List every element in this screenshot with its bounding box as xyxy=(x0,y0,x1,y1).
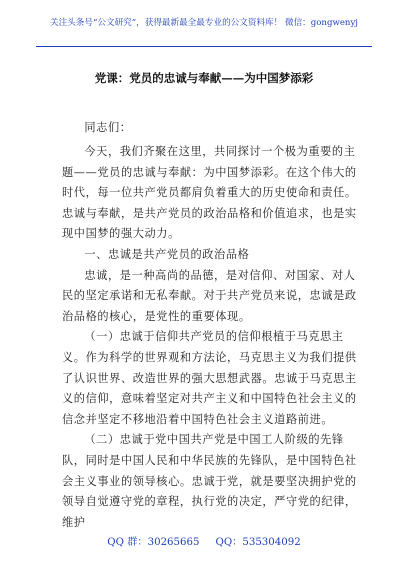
paragraph-intro: 今天，我们齐聚在这里，共同探讨一个极为重要的主题——党员的忠诚与奉献：为中国梦添彩。在这个伟大的时代，每一位共产党员都肩负着重大的历史使命和责任。忠诚与奉献，是共产党员的政治品格和价值追求，也是实现中国梦的强大动力。 xyxy=(62,145,357,241)
paragraph-loyalty-definition: 忠诚，是一种高尚的品德，是对信仰、对国家、对人民的坚定承诺和无私奉献。对于共产党员来说，忠诚是政治品格的核心，是党性的重要体现。 xyxy=(62,268,357,323)
footer-qq: QQ：535304092 xyxy=(215,537,301,548)
footer-qq-group: QQ 群：30265665 xyxy=(107,537,200,548)
paragraph-loyalty-to-belief: （一）忠诚于信仰共产党员的信仰根植于马克思主义。作为科学的世界观和方法论，马克思主义为我们提供了认识世界、改造世界的强大思想武器。忠诚于马克思主义的信仰，意味着坚定对共产主义和中国特色社会主义的信念并坚定不移地沿着中国特色社会主义道路前进。 xyxy=(62,330,357,426)
header-divider xyxy=(36,46,372,47)
footer-contact xyxy=(0,533,408,548)
document-body xyxy=(62,142,362,533)
paragraph-loyalty-to-party: （二）忠诚于党中国共产党是中国工人阶级的先锋队，同时是中国人民和中华民族的先锋队，是中国特色社会主义事业的领导核心。忠诚于党，就是要坚决拥护党的领导自觉遵守党的章程，执行党的决定，严守党的纪律，维护 xyxy=(62,433,357,529)
section-heading-1: 一、忠诚是共产党员的政治品格 xyxy=(84,247,250,261)
header-banner: 关注头条号“公文研究”，获得最新最全最专业的公文资料库！ 微信：gongwenyj xyxy=(50,18,358,28)
document-title: 党课：党员的忠诚与奉献——为中国梦添彩 xyxy=(94,71,314,85)
salutation-block xyxy=(62,118,362,139)
salutation: 同志们： xyxy=(84,121,132,134)
